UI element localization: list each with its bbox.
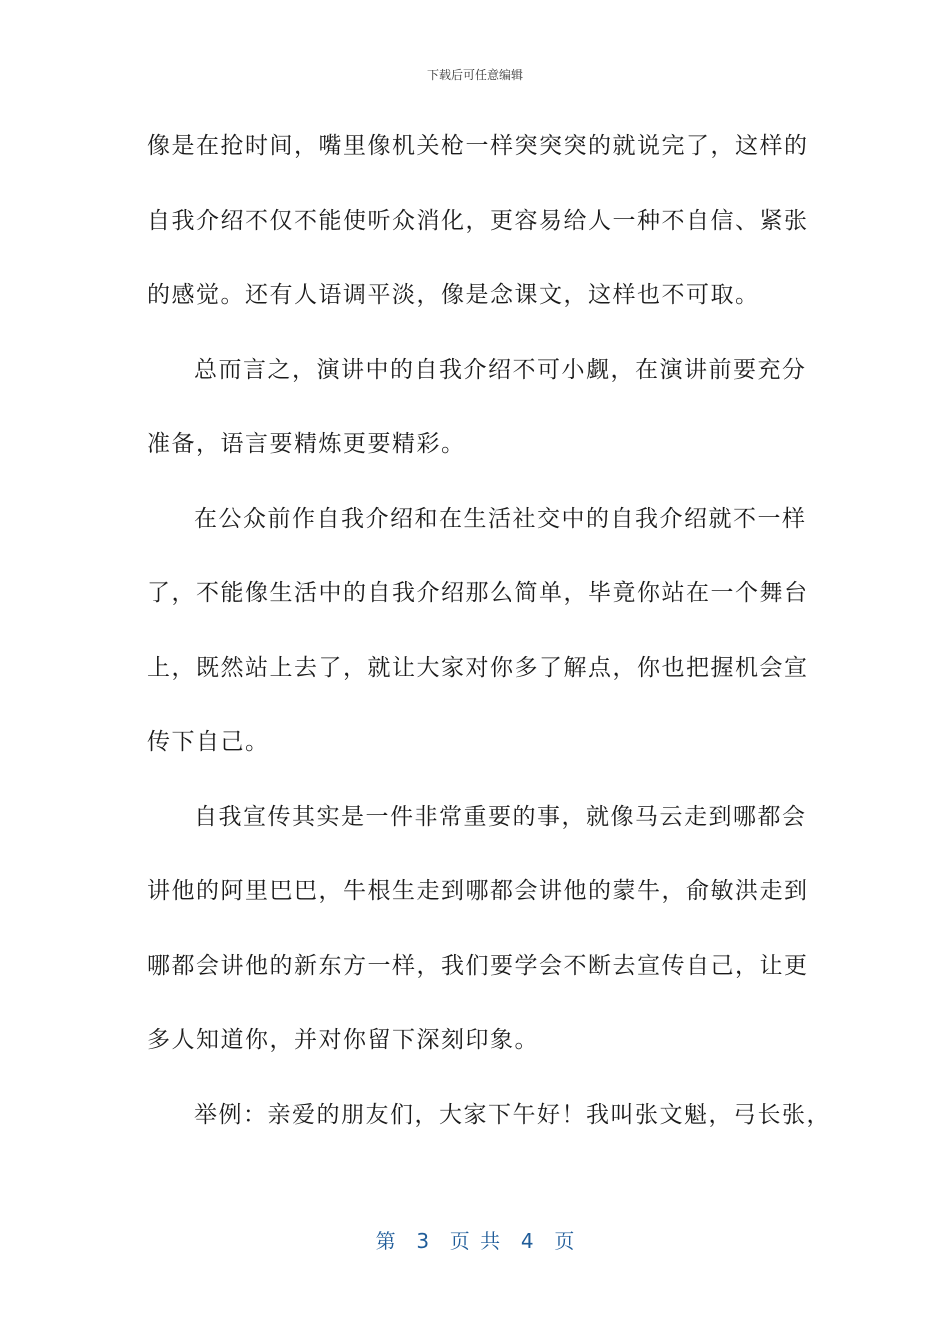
body-line: 哪都会讲他的新东方一样，我们要学会不断去宣传自己，让更 bbox=[147, 952, 809, 979]
body-line: 的感觉。还有人语调平淡，像是念课文，这样也不可取。 bbox=[147, 282, 760, 308]
body-line: 讲他的阿里巴巴，牛根生走到哪都会讲他的蒙牛，俞敏洪走到 bbox=[147, 878, 809, 904]
page-number-label: 第 3 页 共 4 页 bbox=[375, 1229, 575, 1253]
body-line: 多人知道你，并对你留下深刻印象。 bbox=[147, 1027, 539, 1053]
body-line: 总而言之，演讲中的自我介绍不可小觑，在演讲前要充分 bbox=[194, 356, 807, 383]
page-header: 下载后可任意编辑 bbox=[426, 68, 523, 82]
body-line: 上，既然站上去了，就让大家对你多了解点，你也把握机会宣 bbox=[147, 654, 809, 681]
body-line: 传下自己。 bbox=[147, 729, 270, 755]
document-body bbox=[147, 125, 831, 1168]
body-line: 自我介绍不仅不能使听众消化，更容易给人一种不自信、紧张 bbox=[147, 207, 809, 234]
body-line: 准备，语言要精炼更要精彩。 bbox=[147, 431, 466, 457]
body-line: 了，不能像生活中的自我介绍那么简单，毕竟你站在一个舞台 bbox=[147, 580, 809, 606]
page-footer bbox=[0, 1225, 950, 1254]
body-line: 举例：亲爱的朋友们，大家下午好！我叫张文魁，弓长张， bbox=[194, 1101, 831, 1128]
body-line: 像是在抢时间，嘴里像机关枪一样突突突的就说完了，这样的 bbox=[147, 133, 809, 159]
body-line: 在公众前作自我介绍和在生活社交中的自我介绍就不一样 bbox=[194, 505, 807, 532]
body-line: 自我宣传其实是一件非常重要的事，就像马云走到哪都会 bbox=[194, 803, 807, 830]
